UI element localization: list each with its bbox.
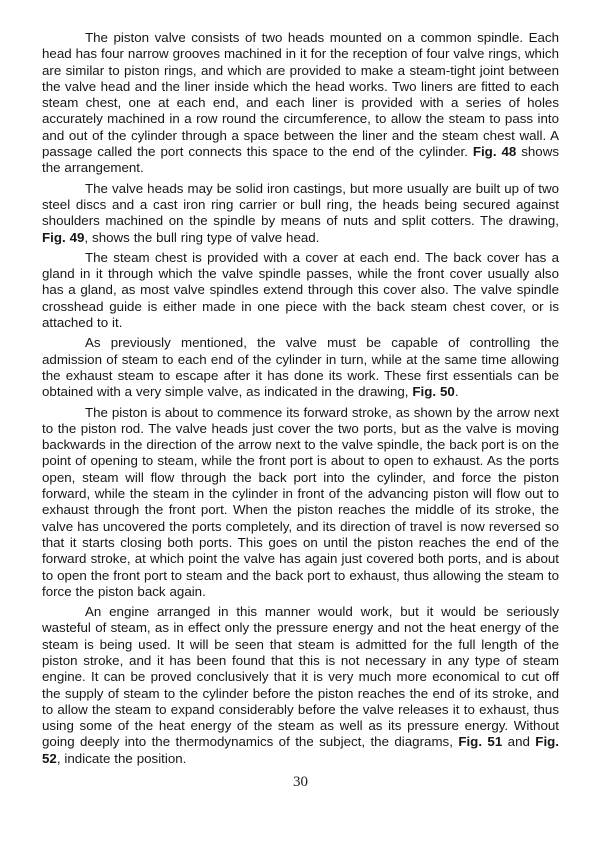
text-run: shows the arrangement. [42,144,559,176]
page-number: 30 [293,774,308,791]
text-run: The piston valve consists of two heads mounted on a common spindle. Each head has four narrow grooves machined in it for the reception of four valve rings, which are similar to piston rings, and which are provided to make a steam-tight joint between the valve head and the liner inside which the head works. Two liners are fitted to each steam chest, one at each end, and each liner is provided with a series of holes accurately machined in a row round the circumference, to allow the steam to pass into and out of the cylinder through a space between the liner and the steam chest wall. A passage called the port connects this space to the end of the cylinder. [42,30,559,160]
figure-reference: Fig. 48 [472,144,517,160]
paragraph [42,181,559,246]
text-run: The valve heads may be solid iron castings, but more usually are built up of two steel discs and a cast iron ring carrier or bull ring, the heads being secured against shoulders machined on the spindle by means of nuts and split cotters. The drawing, [42,180,559,229]
figure-reference: Fig. 51 [458,734,503,750]
figure-reference: Fig. 52 [42,734,559,766]
text-run: An engine arranged in this manner would work, but it would be seriously wasteful of steam, as in effect only the pressure energy and not the heat energy of the steam is being used. It will be seen that steam is admitted for the full length of the piston stroke, and it has been found that this is not necessary in any type of steam engine. It can be proved conclusively that it is very much more economical to cut off the supply of steam to the cylinder before the piston reaches the end of its stroke, and to allow the steam to expand considerably before the valve releases it to exhaust, thus using some of the heat energy of the steam as well as its pressure energy. Without going deeply into the thermodynamics of the subject, the diagrams, [42,604,559,750]
text-run: The piston is about to commence its forward stroke, as shown by the arrow next to the piston rod. The valve heads just cover the two ports, but as the valve is moving backwards in the direction of the arrow next to the valve spindle, the back port is on the point of opening to steam, while the front port is about to open to exhaust. As the ports open, steam will flow through the back port into the cylinder, and force the piston forward, while the steam in the cylinder in front of the advancing piston will flow out to exhaust through the front port. When the piston reaches the middle of its stroke, the valve has uncovered the ports completely, and its direction of travel is now reversed so that it starts closing both ports. This goes on until the piston reaches the end of the forward stroke, at which point the valve has again just covered both ports, and is about to open the front port to steam and the back port to exhaust, thus allowing the steam to force the piston back again. [42,404,559,599]
paragraph [42,250,559,331]
text-run: As previously mentioned, the valve must be capable of controlling the admission of steam to each end of the cylinder in turn, while at the same time allowing the exhaust steam to escape after it has done its work. These first essentials can be obtained with a very simple valve, as indicated in the drawing, [42,335,559,400]
body-text [42,30,559,767]
paragraph [42,604,559,767]
paragraph [42,405,559,601]
text-run: and [502,734,536,750]
paragraph [42,335,559,400]
text-run: , shows the bull ring type of valve head. [84,229,320,245]
text-run: The steam chest is provided with a cover at each end. The back cover has a gland in it through which the valve spindle passes, while the front cover usually also has a gland, as most valve spindles extend through this cover also. The valve spindle crosshead guide is either made in one piece with the back steam chest cover, or is attached to it. [42,249,559,331]
figure-reference: Fig. 50 [412,384,455,400]
figure-reference: Fig. 49 [42,229,85,245]
paragraph [42,30,559,177]
text-run: . [454,384,459,400]
text-run: , indicate the position. [56,750,187,766]
